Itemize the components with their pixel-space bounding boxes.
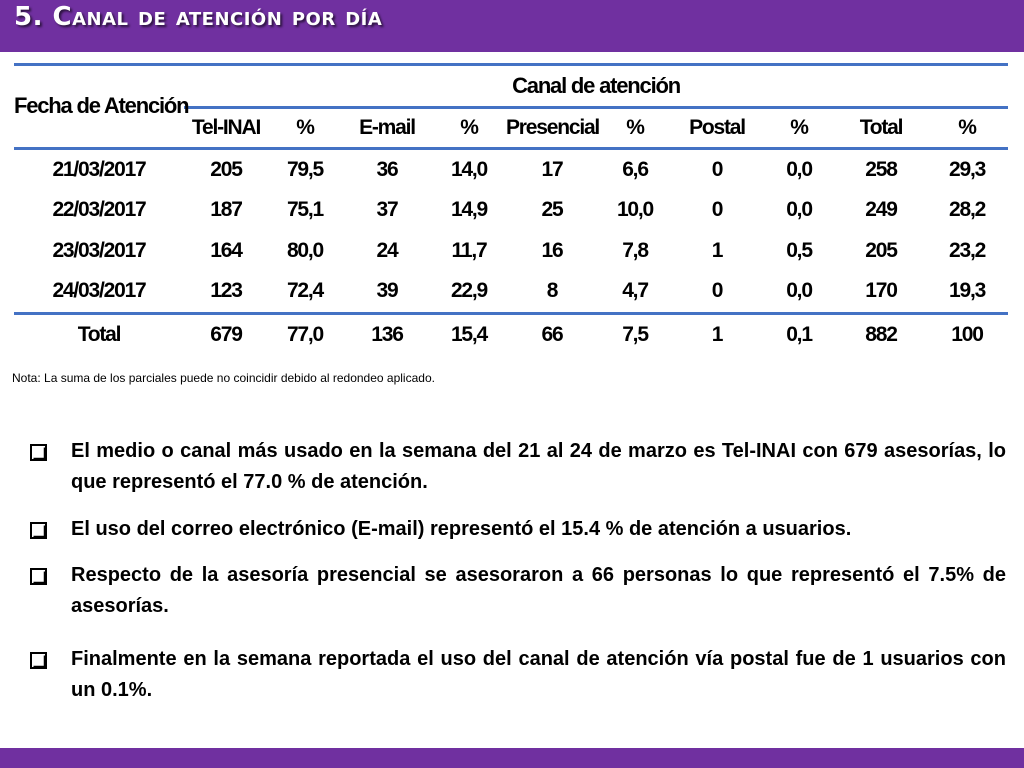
cell: 16 [541, 238, 563, 262]
row-header-label: Fecha de Atención [14, 65, 184, 149]
column-header: E-mail [342, 108, 432, 148]
cell: 0,0 [786, 158, 812, 182]
cell: 23,2 [948, 238, 986, 262]
cell: 22,9 [450, 279, 488, 303]
cell: 170 [865, 279, 897, 303]
cell: 14,9 [450, 198, 488, 222]
cell: 1 [711, 238, 723, 262]
cell: 187 [210, 198, 242, 222]
column-header: % [432, 108, 506, 148]
column-header: Tel-INAI [184, 108, 268, 148]
row-date: 22/03/2017 [52, 198, 146, 222]
title-bar [0, 0, 1024, 52]
bullet-item [30, 514, 1006, 545]
total-cell: 1 [672, 313, 762, 355]
cell: 14,0 [450, 158, 488, 182]
cell: 123 [210, 279, 242, 303]
cell: 4,7 [622, 279, 648, 303]
attention-table [14, 63, 1008, 355]
footnote: Nota: La suma de los parciales puede no coincidir debido al redondeo aplicado. [12, 371, 435, 385]
bullet-text: El medio o canal más usado en la semana del 21 al 24 de marzo es Tel-INAI con 679 asesorías, lo que representó el 77.0 % de atención. [71, 440, 1006, 493]
table-row [14, 271, 1008, 313]
cell: 0 [711, 198, 723, 222]
total-cell: 679 [184, 313, 268, 355]
column-header: % [598, 108, 672, 148]
column-header: Total [836, 108, 926, 148]
cell: 17 [541, 158, 563, 182]
total-cell: 882 [836, 313, 926, 355]
cell: 0,0 [786, 279, 812, 303]
bullet-text: El uso del correo electrónico (E-mail) representó el 15.4 % de atención a usuarios. [71, 518, 852, 540]
table-row [14, 190, 1008, 230]
cell: 19,3 [948, 279, 986, 303]
cell: 205 [865, 238, 897, 262]
total-cell: 136 [342, 313, 432, 355]
cell: 28,2 [948, 198, 986, 222]
row-date: 21/03/2017 [52, 158, 146, 182]
row-date: 24/03/2017 [52, 279, 146, 303]
cell: 258 [865, 158, 897, 182]
checkbox-bullet-icon [30, 522, 47, 539]
cell: 0 [711, 279, 723, 303]
cell: 39 [376, 279, 398, 303]
bullet-text: Respecto de la asesoría presencial se asesoraron a 66 personas lo que representó el 7.5% de asesorías. [71, 564, 1006, 617]
cell: 11,7 [451, 238, 487, 262]
cell: 7,8 [622, 238, 648, 262]
cell: 72,4 [286, 279, 324, 303]
total-cell: 77,0 [268, 313, 342, 355]
cell: 8 [546, 279, 558, 303]
cell: 29,3 [948, 158, 986, 182]
total-cell: 15,4 [432, 313, 506, 355]
bullet-item [30, 436, 1006, 498]
total-cell: 7,5 [598, 313, 672, 355]
cell: 0 [711, 158, 723, 182]
total-cell: 100 [926, 313, 1008, 355]
column-header: Postal [672, 108, 762, 148]
column-header: % [926, 108, 1008, 148]
table-row [14, 148, 1008, 190]
column-header: Presencial [506, 108, 598, 148]
cell: 75,1 [286, 198, 324, 222]
cell: 6,6 [622, 158, 648, 182]
column-header: % [762, 108, 836, 148]
cell: 164 [210, 238, 242, 262]
footer-bar [0, 748, 1024, 768]
cell: 24 [376, 238, 398, 262]
checkbox-bullet-icon [30, 568, 47, 585]
column-header: % [268, 108, 342, 148]
cell: 37 [376, 198, 398, 222]
checkbox-bullet-icon [30, 652, 47, 669]
cell: 0,0 [786, 198, 812, 222]
cell: 80,0 [286, 238, 324, 262]
cell: 0,5 [786, 238, 812, 262]
checkbox-bullet-icon [30, 444, 47, 461]
cell: 79,5 [286, 158, 324, 182]
bullet-item [30, 560, 1006, 622]
cell: 25 [541, 198, 563, 222]
total-row [14, 313, 1008, 355]
total-cell: 66 [506, 313, 598, 355]
row-date: 23/03/2017 [52, 238, 146, 262]
attention-table-grid [14, 63, 1008, 355]
total-label: Total [14, 313, 184, 355]
cell: 205 [210, 158, 242, 182]
bullet-item [30, 644, 1006, 706]
bullet-text: Finalmente en la semana reportada el uso del canal de atención vía postal fue de 1 usuarios con un 0.1%. [71, 648, 1006, 701]
group-header-label: Canal de atención [184, 65, 1008, 108]
total-cell: 0,1 [762, 313, 836, 355]
cell: 36 [376, 158, 398, 182]
cell: 249 [865, 198, 897, 222]
table-row [14, 231, 1008, 271]
slide-title: 5. Canal de atención por día [14, 2, 383, 32]
cell: 10,0 [616, 198, 654, 222]
